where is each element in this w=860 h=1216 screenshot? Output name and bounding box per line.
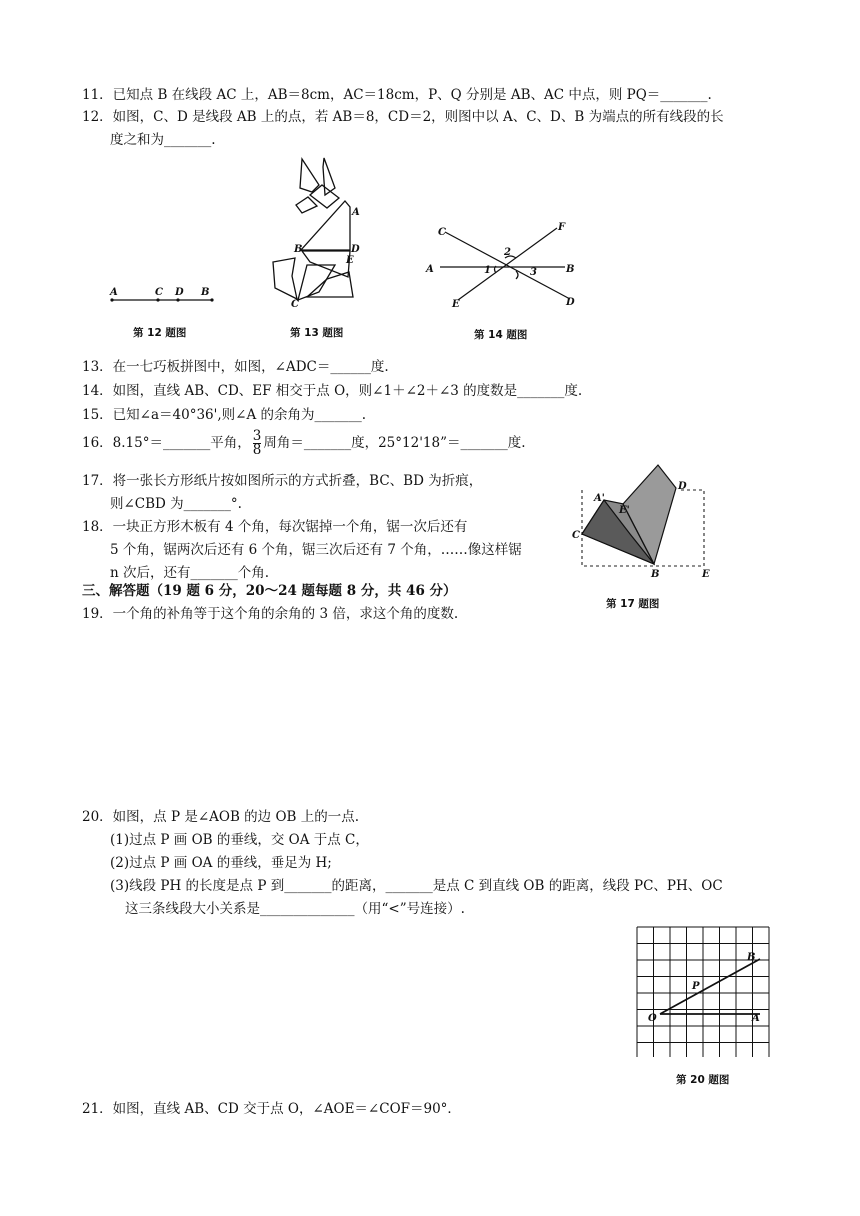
question-14: 14．如图，直线 AB、CD、EF 相交于点 O，则∠1＋∠2＋∠3 的度数是_______度. xyxy=(82,383,583,399)
fig13-label-c: C xyxy=(291,299,299,310)
question-20-line2: (1)过点 P 画 OB 的垂线，交 OA 于点 C， xyxy=(110,832,369,848)
figure-20 xyxy=(634,925,774,1057)
figure-14 xyxy=(420,218,585,310)
question-20-line4: (3)线段 PH 的长度是点 P 到_______的距离，_______是点 C 到直线 OB 的距离，线段 PC、PH、OC xyxy=(110,878,723,894)
question-13: 13．在一七巧板拼图中，如图，∠ADC＝______度. xyxy=(82,359,389,375)
fig14-label-2: 2 xyxy=(504,247,511,258)
section-three-heading: 三、解答题（19 题 6 分，20～24 题每题 8 分，共 46 分） xyxy=(82,583,457,599)
fig17-label-e: E xyxy=(702,569,710,580)
fig14-label-b: B xyxy=(566,264,575,275)
fig14-label-3: 3 xyxy=(530,267,537,278)
figure-12-caption: 第 12 题图 xyxy=(133,327,187,339)
question-20-line3: (2)过点 P 画 OA 的垂线，垂足为 H; xyxy=(110,855,332,871)
fig13-label-b: B xyxy=(294,244,303,255)
question-18-line2: 5 个角，锯两次后还有 6 个角，锯三次后还有 7 个角，……像这样锯 xyxy=(110,542,522,558)
fraction-denominator: 8 xyxy=(252,442,262,458)
fig12-label-d: D xyxy=(175,287,184,298)
question-16-part1: 16．8.15°＝_______平角， xyxy=(82,435,251,451)
figure-17-caption: 第 17 题图 xyxy=(606,598,660,610)
question-16 xyxy=(82,428,526,458)
fig14-label-1: 1 xyxy=(484,265,491,276)
question-19: 19．一个角的补角等于这个角的余角的 3 倍，求这个角的度数. xyxy=(82,606,459,622)
question-18-line3: n 次后，还有_______个角. xyxy=(110,565,270,581)
fig17-label-c: C xyxy=(572,530,580,541)
figure-17 xyxy=(568,460,718,582)
fig17-label-e-prime: E' xyxy=(619,505,630,516)
fig13-label-d: D xyxy=(351,244,360,255)
question-20-line1: 20．如图，点 P 是∠AOB 的边 OB 上的一点. xyxy=(82,809,360,825)
fig17-label-d: D xyxy=(678,481,687,492)
question-16-part2: 周角＝_______度，25°12'18”＝_______度. xyxy=(263,435,526,451)
fig14-label-a: A xyxy=(426,264,434,275)
figure-14-caption: 第 14 题图 xyxy=(474,329,528,341)
fig12-label-b: B xyxy=(201,287,210,298)
question-20-line5: 这三条线段大小关系是______________（用“<”号连接）. xyxy=(125,901,465,917)
fig20-label-b: B xyxy=(747,952,756,963)
fig20-label-p: P xyxy=(692,981,700,992)
fig20-label-a: A xyxy=(752,1013,760,1024)
fraction-numerator: 3 xyxy=(252,428,262,444)
fig12-label-a: A xyxy=(110,287,118,298)
fig13-label-e: E xyxy=(346,255,354,266)
question-12-line1: 12．如图，C、D 是线段 AB 上的点，若 AB＝8，CD＝2，则图中以 A、C、D、B 为端点的所有线段的长 xyxy=(82,109,724,125)
fig14-label-c: C xyxy=(438,227,446,238)
fig14-label-e: E xyxy=(452,299,460,310)
fig17-label-b: B xyxy=(651,569,660,580)
fig17-label-a-prime: A' xyxy=(594,493,605,504)
fig12-label-c: C xyxy=(155,287,163,298)
fig14-label-d: D xyxy=(566,297,575,308)
figure-13-caption: 第 13 题图 xyxy=(290,327,344,339)
fig14-label-f: F xyxy=(558,222,566,233)
question-17-line1: 17．将一张长方形纸片按如图所示的方式折叠，BC、BD 为折痕， xyxy=(82,473,483,489)
figure-20-caption: 第 20 题图 xyxy=(676,1074,730,1086)
question-11: 11．已知点 B 在线段 AC 上，AB＝8cm，AC＝18cm，P、Q 分别是 AB、AC 中点，则 PQ＝_______. xyxy=(82,87,712,103)
fig13-label-a: A xyxy=(352,207,360,218)
fig20-label-o: O xyxy=(648,1013,657,1024)
figure-13 xyxy=(265,155,365,310)
fraction-3-8 xyxy=(253,430,262,457)
question-18-line1: 18．一块正方形木板有 4 个角，每次锯掉一个角，锯一次后还有 xyxy=(82,519,468,535)
figure-12 xyxy=(100,282,230,312)
question-15: 15．已知∠a＝40°36',则∠A 的余角为_______. xyxy=(82,407,367,423)
question-12-line2: 度之和为_______. xyxy=(110,132,216,148)
question-17-line2: 则∠CBD 为_______°. xyxy=(110,496,242,512)
question-21: 21．如图，直线 AB、CD 交于点 O，∠AOE＝∠COF＝90°． xyxy=(82,1101,461,1117)
